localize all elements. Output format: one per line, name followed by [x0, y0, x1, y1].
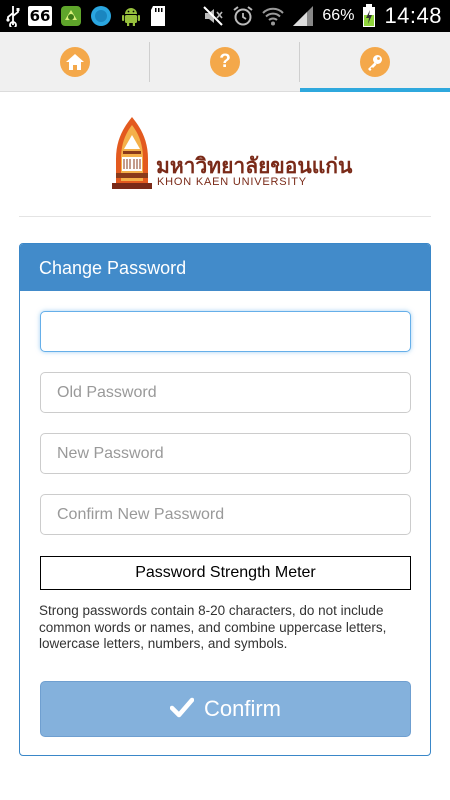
password-help-text: Strong passwords contain 8-20 characters, do not include common words or names, and combine uppercase letters, lowercase letters, numbers, and symbols.	[39, 603, 387, 651]
key-icon	[360, 47, 390, 77]
university-seal-icon	[110, 115, 154, 191]
university-name-english: KHON KAEN UNIVERSITY	[157, 176, 307, 188]
tab-home[interactable]	[0, 32, 150, 92]
sd-card-icon	[150, 5, 166, 27]
mute-icon	[202, 5, 224, 27]
confirm-new-password-field[interactable]	[40, 494, 411, 535]
home-icon	[60, 47, 90, 77]
university-name-thai: มหาวิทยาลัยขอนแก่น	[156, 153, 353, 178]
password-strength-meter: Password Strength Meter	[40, 556, 411, 590]
android-icon	[120, 5, 142, 27]
system-status	[202, 4, 442, 28]
circle-notification-icon	[90, 5, 112, 27]
panel-title: Change Password	[39, 258, 187, 278]
notification-count-badge: 66	[29, 7, 51, 25]
signal-icon	[292, 5, 314, 27]
university-logo	[0, 112, 450, 192]
tab-bar	[0, 32, 450, 92]
app-notification-icon	[60, 5, 82, 27]
new-password-field[interactable]	[40, 433, 411, 474]
alarm-icon	[232, 5, 254, 27]
checkmark-icon	[170, 696, 194, 723]
notification-icons	[6, 4, 166, 28]
clock: 14:48	[384, 3, 442, 28]
old-password-field[interactable]	[40, 372, 411, 413]
panel-heading	[20, 244, 430, 291]
battery-percent: 66%	[322, 7, 355, 24]
tab-change-password[interactable]	[300, 32, 450, 92]
battery-charging-icon	[362, 4, 376, 28]
help-icon: ?	[210, 47, 240, 77]
divider	[19, 216, 431, 217]
usb-icon	[6, 5, 20, 27]
tab-help[interactable]	[150, 32, 300, 92]
active-tab-indicator	[300, 88, 450, 92]
username-field[interactable]	[40, 311, 411, 352]
confirm-button-label: Confirm	[203, 696, 281, 721]
status-bar	[0, 0, 450, 32]
confirm-button[interactable]	[40, 681, 411, 737]
wifi-icon	[262, 5, 284, 27]
change-password-panel	[19, 243, 431, 756]
